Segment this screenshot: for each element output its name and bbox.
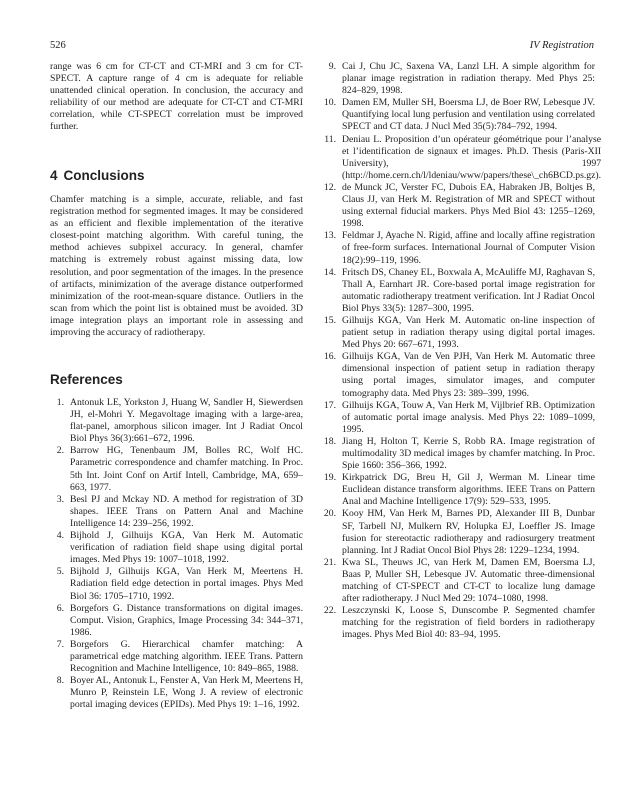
reference-text: Feldmar J, Ayache N. Rigid, affine and locally affine registration of free-form surfaces. International Journal of Computer Vision 18(2):99–119, 1996. [342, 230, 595, 266]
reference-number: 11. [324, 133, 336, 145]
reference-number: 2. [56, 445, 64, 457]
references-list-left [50, 397, 303, 711]
reference-number: 9. [328, 61, 336, 72]
reference-text: Boyer AL, Antonuk L, Fenster A, Van Herk M, Meertens H, Munro P, Reinstein LE, Wong J. A review of electronic portal imaging devices (EPIDs). Med Phys 19: 1–16, 1992. [70, 675, 303, 711]
reference-text: Leszczynski K, Loose S, Dunscombe P. Segmented chamfer matching for the registration of field borders in radiotherapy images. Phys Med Biol 40: 83–94, 1995. [342, 605, 595, 641]
reference-number: 10. [323, 97, 336, 109]
reference-text: Borgefors G. Distance transformations on digital images. Comput. Vision, Graphics, Image Processing 34: 344–371, 1986. [70, 602, 303, 638]
reference-item [50, 603, 303, 639]
reference-text: Cai J, Chu JC, Saxena VA, Lanzl LH. A simple algorithm for planar image registration in radiation therapy. Med Phys 25: 824–829, 1998. [342, 61, 595, 97]
reference-item [50, 675, 303, 711]
reference-number: 16. [323, 351, 336, 363]
reference-item [316, 472, 595, 508]
reference-item [316, 605, 595, 641]
page-header [50, 40, 594, 51]
reference-text: Bijhold J, Gilhuijs KGA, Van Herk M, Meertens H. Radiation field edge detection in portal images. Phys Med Biol 36: 1705–1710, 1992. [70, 566, 303, 602]
reference-number: 15. [323, 314, 336, 326]
reference-item [316, 230, 595, 266]
section-number: 4 [50, 168, 58, 183]
reference-text: Kirkpatrick DG, Breu H, Gil J, Werman M. Linear time Euclidean distance transform algorithms. IEEE Trans on Pattern Anal and Machine Intelligence 17(9): 529–533, 1995. [342, 472, 595, 508]
reference-number: 8. [56, 675, 64, 687]
reference-item [316, 400, 595, 436]
reference-item [316, 315, 595, 351]
reference-item [50, 494, 303, 530]
reference-number: 4. [56, 530, 64, 542]
reference-item [316, 133, 602, 182]
reference-number: 7. [56, 638, 64, 650]
reference-number: 6. [56, 602, 64, 614]
reference-item [316, 508, 595, 556]
reference-number: 12. [323, 181, 336, 193]
reference-number: 14. [323, 266, 336, 278]
reference-item [316, 557, 595, 605]
reference-number: 1. [56, 397, 64, 408]
page-number: 526 [50, 40, 66, 51]
reference-text: Jiang H, Holton T, Kerrie S, Robb RA. Image registration of multimodality 3D medical images by chamfer matching. In Proc. Spie 1660: 356–366, 1992. [342, 435, 595, 472]
reference-item [316, 351, 595, 399]
reference-text: Besl PJ and Mckay ND. A method for registration of 3D shapes. IEEE Trans on Pattern Anal and Machine Intelligence 14: 239–256, 1992. [70, 493, 303, 529]
reference-item [316, 267, 595, 315]
reference-item [316, 61, 595, 97]
reference-number: 22. [323, 605, 336, 617]
intro-paragraph: range was 6 cm for CT-CT and CT-MRI and 3 cm for CT-SPECT. A capture range of 4 cm is adequate for reliable unattended clinical operation. In conclusion, the accuracy and reliability of our method are adequate for CT-CT and CT-MRI correlation, while CT-SPECT correlation must be improved further. [50, 61, 303, 133]
reference-number: 5. [56, 566, 64, 578]
reference-text: Damen EM, Muller SH, Boersma LJ, de Boer RW, Lebesque JV. Quantifying local lung perfusion and ventilation using correlated SPECT and CT data. J Nucl Med 35(5):784–792, 1994. [342, 97, 595, 133]
conclusions-text: Chamfer matching is a simple, accurate, reliable, and fast registration method for segmented images. It may be considered as an efficient and flexible implementation of the iterative closest-point matching algorithm. With careful tuning, the method achieves subpixel accuracy. In general, chamfer matching is extremely robust against missing data, low resolution, and poor segmentation of the images. In the presence of artifacts, minimization of the average distance outperformed minimization of the root-mean-square distance. Outliers in the scan from which the point list is obtained must be avoided. 3D image integration plays an important role in assessing and improving the accuracy of radiotherapy. [50, 194, 303, 339]
reference-text: Deniau L. Proposition d’un opérateur géométrique pour l’analyse et l’identification de signaux et images. Ph.D. Thesis (Paris-XII University), 1997 (http://home.cern.ch/l/ldeniau/www/papers/these\_ch6BCD.ps.gz). [342, 133, 602, 181]
reference-item [50, 397, 303, 445]
section-title: Conclusions [63, 168, 145, 183]
reference-text: Gilhuijs KGA, Van Herk M. Automatic on-line inspection of patient setup in radiation therapy using digital portal images. Med Phys 20: 667–671, 1993. [342, 314, 595, 351]
reference-item [316, 436, 595, 472]
reference-text: Kooy HM, Van Herk M, Barnes PD, Alexander III B, Dunbar SF, Tarbell NJ, Mulkern RV, Holupka EJ, Loeffler JS. Image fusion for stereotactic radiotherapy and radiosurgery treatment planning. Int J Radiat Oncol Biol Phys 28: 1229–1234, 1994. [342, 508, 595, 556]
reference-item [50, 530, 303, 566]
references-heading: References [50, 372, 123, 387]
reference-number: 18. [323, 435, 336, 447]
reference-text: Kwa SL, Theuws JC, van Herk M, Damen EM, Boersma LJ, Baas P, Muller SH, Lebesque JV. Automatic three-dimensional matching of CT-SPECT and CT-CT to localize lung damage after radiotherapy. J Nucl Med 29: 1074–1080, 1998. [342, 556, 595, 605]
reference-item [316, 182, 595, 230]
reference-text: Bijhold J, Gilhuijs KGA, Van Herk M. Automatic verification of radiation field shape using digital portal images. Med Phys 19: 1007–1018, 1992. [70, 530, 303, 566]
reference-number: 21. [323, 556, 336, 568]
references-list-right [316, 61, 602, 642]
reference-text: Fritsch DS, Chaney EL, Boxwala A, McAuliffe MJ, Raghavan S, Thall A, Earnhart JR. Core-based portal image registration for automatic radiotherapy treatment verification. Int J Radiat Oncol Biol Phys 33(5): 1287–300, 1995. [342, 266, 595, 314]
reference-number: 20. [323, 508, 336, 520]
reference-text: Gilhuijs KGA, Touw A, Van Herk M, Vijlbrief RB. Optimization of automatic portal image analysis. Med Phys 22: 1089–1099, 1995. [342, 399, 595, 435]
reference-number: 3. [56, 493, 64, 505]
reference-number: 19. [323, 472, 336, 484]
conclusions-heading [50, 170, 145, 182]
reference-text: Barrow HG, Tenenbaum JM, Bolles RC, Wolf HC. Parametric correspondence and chamfer matching. In Proc. 5th Int. Joint Conf on Artif Intell, Cambridge, MA, 659–663, 1977. [70, 445, 303, 493]
right-column [316, 61, 602, 642]
reference-item [50, 566, 303, 602]
left-column [50, 61, 303, 711]
reference-text: Antonuk LE, Yorkston J, Huang W, Sandler H, Siewerdsen JH, el-Mohri Y. Megavoltage imaging with a large-area, flat-panel, amorphous silicon imager. Int J Radiat Oncol Biol Phys 36(3):661–672, 1996. [70, 397, 303, 445]
reference-item [316, 97, 595, 133]
reference-number: 17. [323, 399, 336, 411]
reference-number: 13. [323, 230, 336, 242]
running-title: IV Registration [529, 40, 594, 51]
reference-text: Gilhuijs KGA, Van de Ven PJH, Van Herk M. Automatic three dimensional inspection of patient setup in radiation therapy using portal images, simulator images, and computer tomography data. Med Phys 23: 389–399, 1996. [342, 351, 595, 399]
reference-item [50, 639, 303, 675]
reference-text: Borgefors G. Hierarchical chamfer matching: A parametrical edge matching algorithm. IEEE Trans. Pattern Recognition and Machine Intelligence, 10: 849–865, 1988. [70, 638, 303, 675]
reference-text: de Munck JC, Verster FC, Dubois EA, Habraken JB, Boltjes B, Claus JJ, van Herk M. Registration of MR and SPECT without using external fiducial markers. Phys Med Biol 43: 1255–1269, 1998. [342, 181, 595, 230]
reference-item [50, 445, 303, 493]
